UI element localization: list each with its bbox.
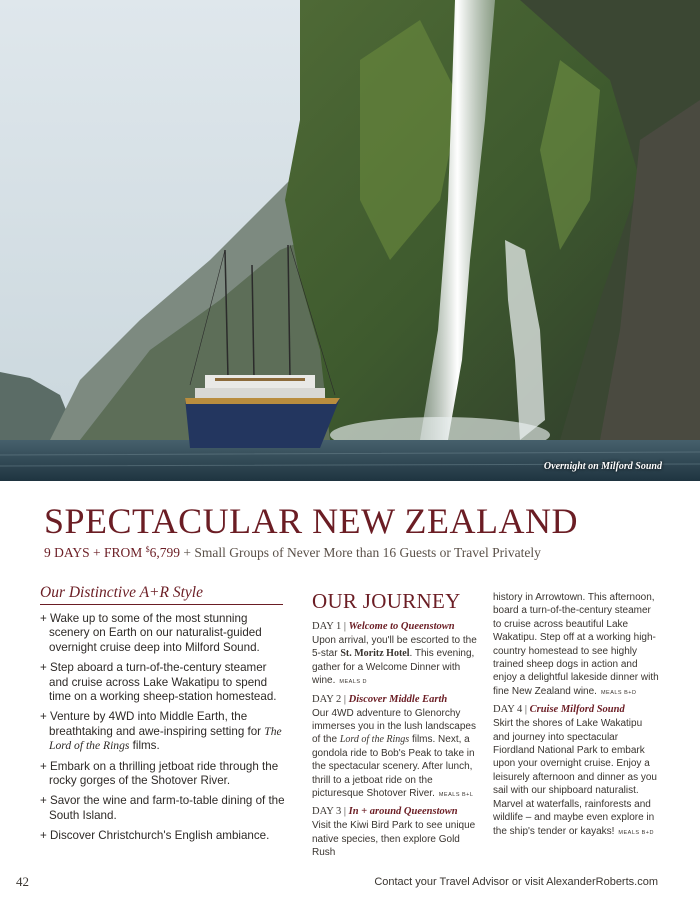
- subtitle-suffix: + Small Groups of Never More than 16 Guests or Travel Privately: [180, 545, 541, 560]
- day-4-text: Skirt the shores of Lake Wakatipu and journey into spectacular Fiordland National Park to embark upon your overnight cruise. Enjoy a leisurely afternoon and dinner as you sail with our shipboard naturalist. Marvel at waterfalls, rainforests and wildlife – and maybe even explore in the ship's tender or kayaks! MEALS B+D: [493, 718, 657, 837]
- day-3-text-continued: history in Arrowtown. This afternoon, board a turn-of-the-century steamer to cruise across beautiful Lake Wakatipu. Step off at a working high-country homestead to see highly trained sheep dogs in action and enjoy a delightful lakeside dinner with fine New Zealand wine. MEALS B+D: [493, 592, 659, 697]
- day-2-text: Our 4WD adventure to Glenorchy immerses you in the lush landscapes of the Lord of the Rings films. Next, a gondola ride to Bob's Peak to take in the spectacular scenery. After lunch, thrill to a jetboat ride on the picturesque Shotover River. MEALS B+L: [312, 707, 476, 800]
- page-title: SPECTACULAR NEW ZEALAND: [44, 501, 578, 541]
- contact-line: Contact your Travel Advisor or visit AlexanderRoberts.com: [374, 876, 658, 888]
- bullet-item: + Embark on a thrilling jetboat ride through the rocky gorges of the Shotover River.: [40, 759, 279, 788]
- price-amount: 6,799: [149, 545, 181, 560]
- price-currency: $: [145, 545, 150, 554]
- journey-column-2: [493, 591, 661, 844]
- bullet-item: + Step aboard a turn-of-the-century steamer and cruise across Lake Wakatipu to spend time on a working sheep-station homestead.: [40, 661, 277, 704]
- subtitle-prefix: 9 DAYS + FROM: [44, 545, 146, 560]
- journey-column-1: [312, 589, 482, 864]
- style-heading: Our Distinctive A+R Style: [40, 584, 283, 605]
- style-bullet-list: [40, 612, 285, 850]
- bullet-item: + Wake up to some of the most stunning scenery on Earth on our naturalist-guided overnight cruise deep into Milford Sound.: [40, 612, 262, 654]
- page-number: 42: [16, 874, 29, 889]
- bullet-item: + Discover Christchurch's English ambiance.: [40, 829, 270, 843]
- day-1-heading: DAY 1 | Welcome to Queenstown: [312, 621, 455, 632]
- bullet-item: + Savor the wine and farm-to-table dining of the South Island.: [40, 794, 285, 822]
- day-4-heading: DAY 4 | Cruise Milford Sound: [493, 704, 625, 716]
- journey-heading: OUR JOURNEY: [312, 589, 461, 613]
- bullet-item: + Venture by 4WD into Middle Earth, the breathtaking and awe-inspiring setting for The Lord of the Rings films.: [40, 710, 282, 753]
- day-1-text: Upon arrival, you'll be escorted to the 5-star St. Moritz Hotel. This evening, gather for a Welcome Dinner with wine. MEALS D: [312, 635, 477, 687]
- day-3-heading: DAY 3 | In + around Queenstown: [312, 806, 458, 818]
- trip-subtitle: [44, 545, 541, 561]
- photo-caption: Overnight on Milford Sound: [543, 461, 662, 472]
- day-3-text: Visit the Kiwi Bird Park to see unique native species, then explore Gold Rush: [312, 820, 476, 859]
- day-2-heading: DAY 2 | Discover Middle Earth: [312, 693, 448, 705]
